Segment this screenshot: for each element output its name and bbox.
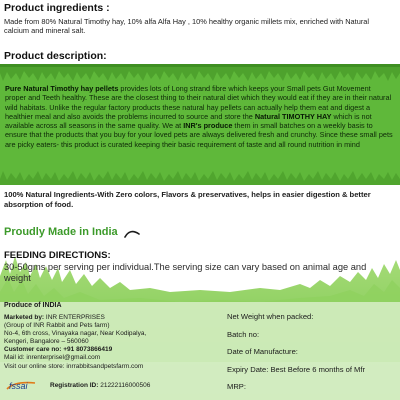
desc-body-2: which is not available across all seasons in the same quality. We at	[5, 111, 372, 131]
online-store-link: Visit our online store: inrrabbitsandpetsfarm.com	[4, 362, 144, 370]
mrp-field: MRP:	[227, 382, 246, 391]
natural-ingredients-claim: 100% Natural Ingredients-With Zero colors, Flavors & preservatives, helps in easier digestion & better absorption of food.	[4, 190, 371, 209]
marketer-line	[4, 314, 204, 322]
contact-email: Mail id: inrenterprisel@gmail.com	[4, 354, 101, 362]
desc-body-1: provides lots of Long strand fibre which keeps your Small pets Gut Movement proper and Teeth healthy. These are the closest thing to their natural diet which they would eat if they are in their natural wild habitats. Unlike the regular factory products these natural hay pellets can actually help them eat and digest a healthier meal and also avoids the problems incurred to source and store the	[5, 84, 392, 121]
desc-highlight-product: Pure Natural Timothy hay pellets	[5, 84, 119, 93]
marketer-address-line2: Kengeri, Bangalore – 560060	[4, 338, 89, 346]
desc-highlight-inr: INR's produce	[183, 121, 233, 131]
swoosh-icon	[124, 229, 140, 239]
customer-care-number: Customer care no: +91 8073866419	[4, 346, 113, 354]
grass-border-bottom	[0, 171, 400, 185]
fssai-logo	[5, 379, 45, 391]
ingredients-text: Made from 80% Natural Timothy hay, 10% alfa Alfa Hay , 10% healthy organic millets mix, enriched with Natural calcium and mineral salt.	[4, 17, 370, 36]
ingredients-heading: Product ingredients :	[4, 2, 110, 14]
marketer-address-line1: No-4, 6th cross, Vinayaka nagar, Near Kodipalya,	[4, 330, 147, 338]
expiry-date-field: Expiry Date: Best Before 6 months of Mfr	[227, 364, 366, 374]
feeding-directions-text: 30-50gms per serving per individual.The serving size can vary based on animal age and weight	[4, 262, 367, 284]
marketer-group: (Group of INR Rabbit and Pets farm)	[4, 322, 110, 330]
marketer-label: Marketed by:	[4, 314, 45, 321]
svg-text:fssai: fssai	[9, 381, 28, 391]
desc-highlight-hay: Natural TIMOTHY HAY	[254, 111, 332, 121]
marketer-name: INR ENTERPRISES	[44, 314, 105, 321]
desc-body-3: them in small batches on a weekly basis to ensure that the products that you buy for your loved pets are always delivered fresh and crunchy. Since these small pets are picky eaters- this product is curated keeping their basic requirement of taste and all round nutrition in mind	[5, 121, 393, 149]
description-heading: Product description:	[4, 50, 107, 62]
made-in-india-tagline: Proudly Made in India	[4, 226, 118, 238]
registration-id	[50, 382, 150, 389]
registration-text: Registration ID: 21222116000506	[50, 382, 151, 389]
net-weight-field: Net Weight when packed:	[227, 312, 314, 321]
marketer-block	[4, 314, 204, 371]
description-panel	[0, 64, 400, 185]
manufacture-date-field: Date of Manufacture:	[227, 347, 298, 356]
produce-of-india: Produce of INDIA	[4, 302, 62, 309]
feeding-directions-heading: FEEDING DIRECTIONS:	[4, 250, 111, 261]
batch-number-field: Batch no:	[227, 329, 260, 339]
product-info-block	[227, 308, 397, 396]
grass-border-top	[0, 67, 400, 83]
description-text	[5, 84, 393, 149]
